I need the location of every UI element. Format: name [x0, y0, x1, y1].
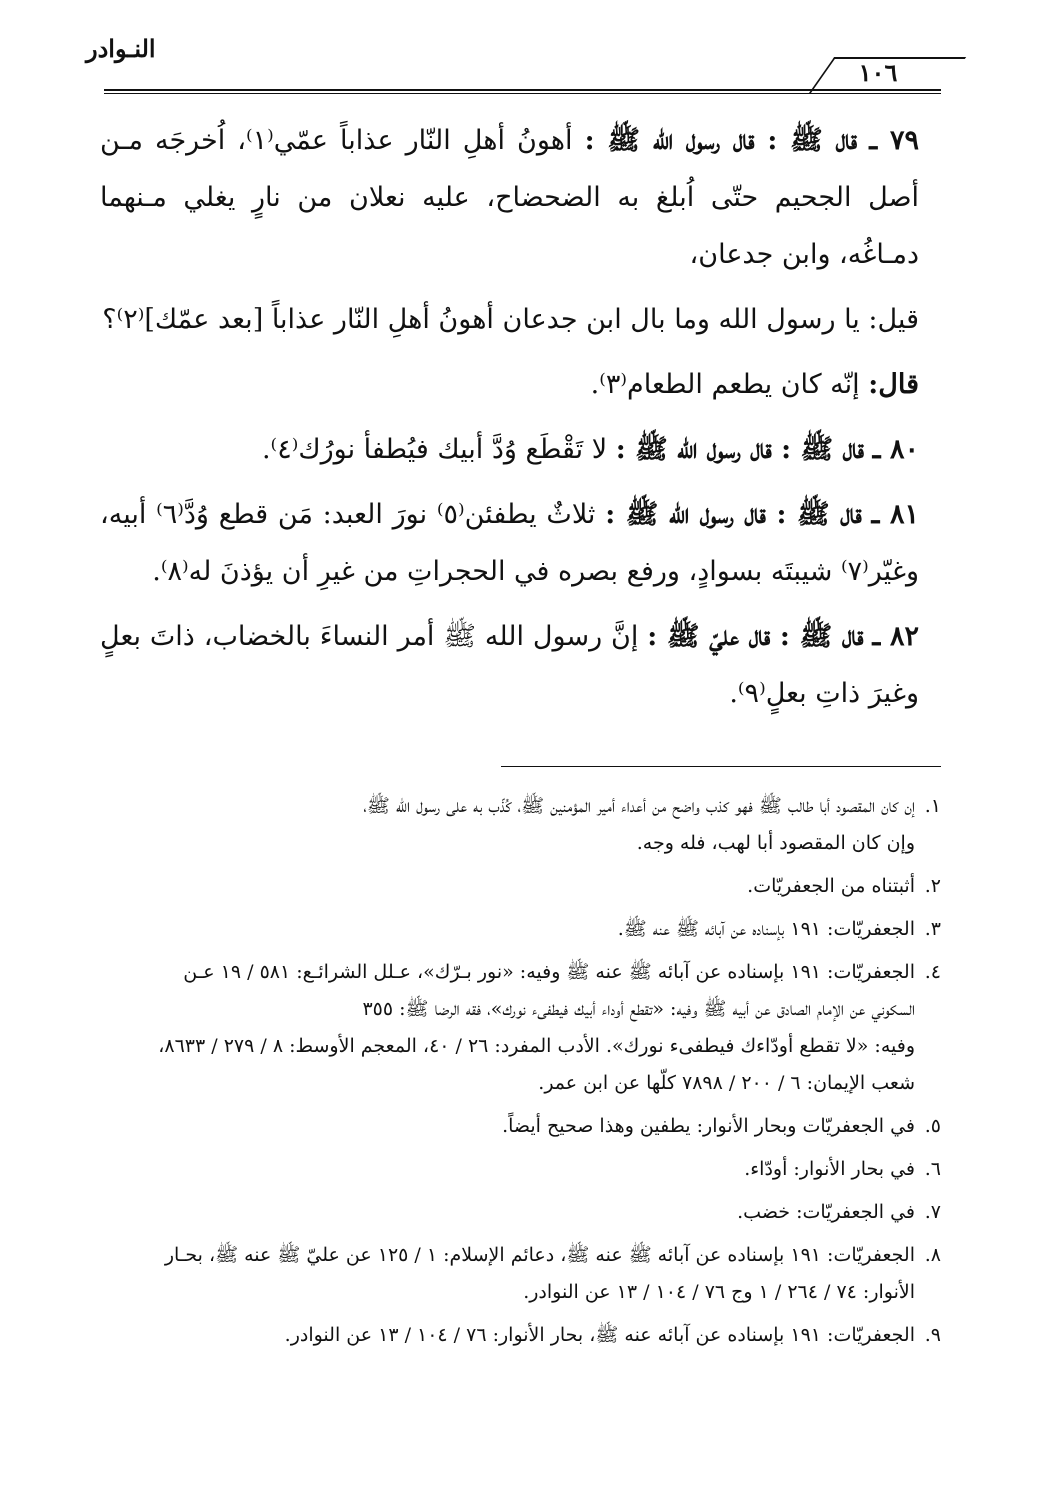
footnote-number: ٨.: [924, 1244, 941, 1266]
footnote: [100, 911, 941, 948]
footnote: [100, 1194, 941, 1231]
footnote-line: الجعفريّات: ١٩١ بإسناده عن آبائه ﷺ عنه ﷺ، دعائم الإسلام: ١ / ١٢٥ عن عليّ ﷺ عنه ﷺ، بحـار: [164, 1244, 915, 1266]
footnote-line: وإن كان المقصود أبا لهب، فله وجه.: [636, 832, 915, 854]
hadith-chain: قال:: [868, 369, 919, 400]
hadith-text: ثلاثٌ يطفئن⁽٥⁾ نورَ العبد: مَن قطع وُدَّ⁽٦⁾ أبيه، وغيّر⁽٧⁾ شيبتَه بسوادٍ، ورفع بصره في الحجراتِ من غيرِ أن يؤذنَ له⁽٨⁾.: [100, 499, 919, 587]
footnote-line: وفيه: «لا تقطع أودّاءك فيطفىء نورك». الأدب المفرد: ٢٦ / ٤٠، المعجم الأوسط: ٨ / ٢٧٩ / ٨٦٣٣،: [158, 1035, 915, 1057]
hadith-chain: قال ﷺ : قال عليّ ﷺ :: [647, 621, 864, 652]
hadith-chain: قال ﷺ : قال رسول الله ﷺ :: [584, 125, 858, 156]
hadith-text: إنَّ رسول الله ﷺ أمر النساءَ بالخضاب، ذاتَ بعلٍ وغيرَ ذاتِ بعلٍ⁽٩⁾.: [100, 621, 919, 709]
hadith-number: ٨٢ ـ: [872, 621, 919, 652]
hadith-number: ٨٠ ـ: [872, 434, 919, 465]
footnote-number: ٣.: [924, 918, 941, 940]
hadith-number: ٧٩ ـ: [869, 125, 919, 156]
footnote-number: ٤.: [924, 961, 941, 983]
footnote-line: الجعفريّات: ١٩١ بإسناده عن آبائه ﷺ عنه ﷺ.: [617, 918, 915, 940]
footnotes: [100, 788, 941, 1360]
footnote-line: الأنوار: ٧٤ / ٢٦٤ / ١ وج ٧٦ / ١٠٤ / ١٣ عن النوادر.: [523, 1281, 915, 1303]
footnote-number: ٧.: [924, 1201, 941, 1223]
hadith-82: [100, 608, 941, 722]
footnote: [100, 1237, 941, 1311]
footnote-line: في الجعفريّات: خضب.: [737, 1201, 915, 1223]
footnote-number: ١.: [924, 795, 941, 817]
hadith-81: [100, 486, 941, 600]
footnote-line: شعب الإيمان: ٦ / ٢٠٠ / ٧٨٩٨ كلّها عن ابن عمر.: [538, 1072, 915, 1094]
footnote-line: إن كان المقصود أبا طالب ﷺ فهو كذب واضح من أعداء أمير المؤمنين ﷺ، كُذّب به على رسول الله ﷺ،: [363, 795, 915, 817]
hadith-79: [100, 112, 941, 283]
footnote: [100, 1317, 941, 1354]
header-rule: [104, 89, 941, 91]
footnote-line: في الجعفريّات وبحار الأنوار: يطفين وهذا صحيح أيضاً.: [502, 1115, 915, 1137]
footnote: [100, 954, 941, 1102]
footnote-number: ٥.: [924, 1115, 941, 1137]
hadith-79-question: [100, 291, 941, 348]
footnote-line: الجعفريّات: ١٩١ بإسناده عن آبائه ﷺ عنه ﷺ وفيه: «نور بـرّك»، عـلل الشرائـع: ٥٨١ / ١٩ عـن: [183, 961, 915, 983]
footnote: [100, 868, 941, 905]
hadith-80: [100, 421, 941, 478]
hadith-chain: قال ﷺ : قال رسول الله ﷺ :: [605, 499, 862, 530]
footnote-line: في بحار الأنوار: أودّاء.: [744, 1158, 915, 1180]
footnote-separator: [501, 766, 941, 767]
footnote: [100, 788, 941, 862]
footnote: [100, 1151, 941, 1188]
footnote: [100, 1108, 941, 1145]
footnote-number: ٢.: [924, 875, 941, 897]
footnote-number: ٩.: [924, 1324, 941, 1346]
hadith-text: إنّه كان يطعم الطعام⁽٣⁾.: [590, 369, 860, 400]
hadith-text: أهونُ أهلِ النّار عذاباً عمّي⁽١⁾، اُخرجَه مـن أصل الجحيم حتّى اُبلغ به الضحضاح، عليه نعلان من نارٍ يغلي مـنهما دمـاغُه، وابن جدعان،: [100, 125, 919, 270]
footnote-line: السكوني عن الإمام الصادق عن أبيه ﷺ وفيه: «تقطع أوداء أبيك فيطفىء نورك»، فقه الرضا ﷺ: ٣٥٥: [362, 998, 915, 1020]
page-number: ١٠٦: [858, 58, 898, 87]
running-title: النـوادر: [86, 34, 156, 63]
main-text: [100, 112, 941, 730]
footnote-line: الجعفريّات: ١٩١ بإسناده عن آبائه عنه ﷺ، بحار الأنوار: ٧٦ / ١٠٤ / ١٣ عن النوادر.: [284, 1324, 915, 1346]
hadith-number: ٨١ ـ: [871, 499, 919, 530]
footnote-number: ٦.: [924, 1158, 941, 1180]
hadith-chain: قال ﷺ : قال رسول الله ﷺ :: [615, 434, 865, 465]
header-rule-thin: [104, 93, 941, 94]
footnote-line: أثبتناه من الجعفريّات.: [747, 875, 915, 897]
hadith-text: قيل: يا رسول الله وما بال ابن جدعان أهونُ أهلِ النّار عذاباً [بعد عمّك]⁽٢⁾؟: [102, 304, 919, 335]
hadith-text: لا تَقْطَع وُدَّ أبيك فيُطفأ نورُك⁽٤⁾.: [261, 434, 608, 465]
hadith-79-answer: [100, 356, 941, 413]
